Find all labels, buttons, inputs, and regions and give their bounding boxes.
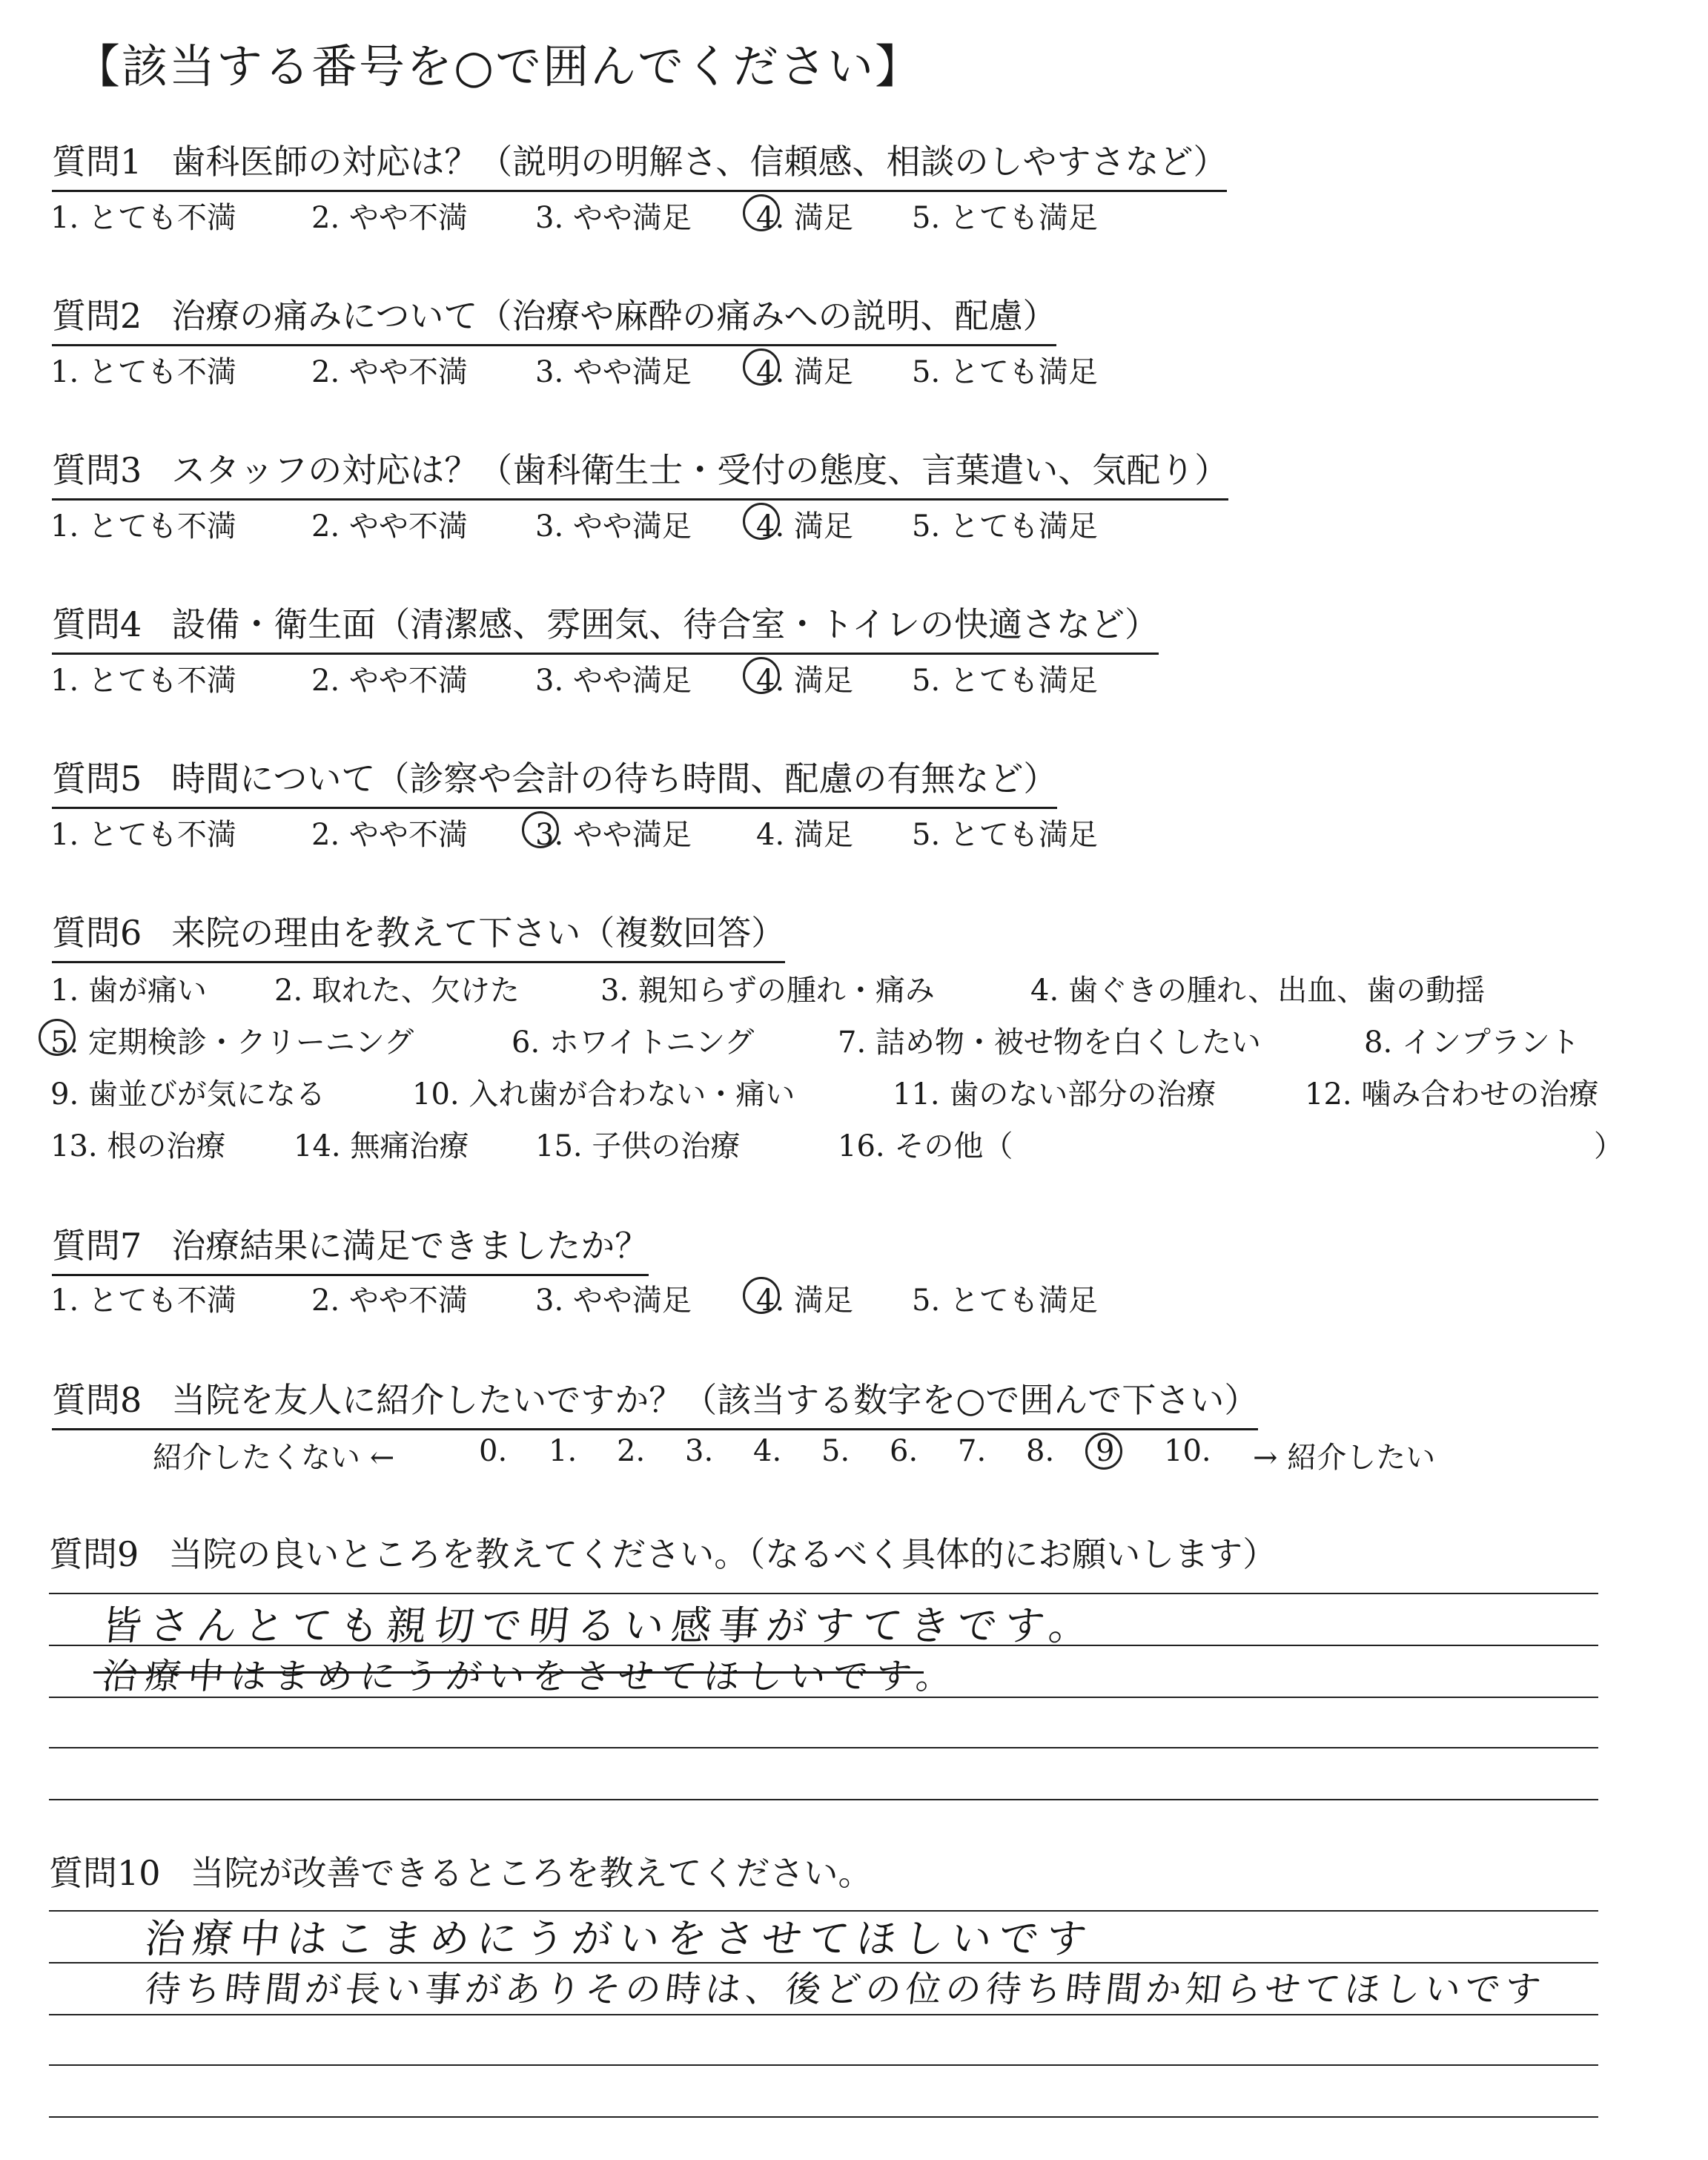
- question-3-heading: 質問3 スタッフの対応は？（歯科衛生士・受付の態度、言葉遣い、気配り）: [52, 443, 1228, 501]
- q8-option-5[interactable]: 5.: [821, 1434, 850, 1468]
- q4-option-2[interactable]: 2. やや不満: [311, 664, 468, 698]
- q1-option-2[interactable]: 2. やや不満: [311, 201, 468, 235]
- q6-option-15[interactable]: 15. 子供の治療: [535, 1129, 741, 1163]
- q6-option-3[interactable]: 3. 親知らずの腫れ・痛み: [600, 974, 935, 1008]
- q8-option-7[interactable]: 7.: [958, 1434, 987, 1468]
- q6-option-14[interactable]: 14. 無痛治療: [294, 1129, 469, 1163]
- selection-circle: [39, 1019, 76, 1056]
- q4-option-1[interactable]: 1. とても不満: [50, 664, 236, 698]
- q6-option-9[interactable]: 9. 歯並びが気になる: [50, 1077, 325, 1112]
- q3-option-5[interactable]: 5. とても満足: [912, 509, 1098, 544]
- q2-option-4[interactable]: 4. 満足: [756, 355, 853, 389]
- answer-line: [49, 2064, 1598, 2066]
- selection-circle: [743, 194, 780, 231]
- answer-line: [49, 2014, 1598, 2015]
- q6-option-16[interactable]: 16. その他（: [838, 1129, 1013, 1163]
- question-1-heading: 質問1 歯科医師の対応は？（説明の明解さ、信頼感、相談のしやすさなど）: [52, 135, 1227, 192]
- q6-option-10[interactable]: 10. 入れ歯が合わない・痛い: [412, 1077, 795, 1112]
- q5-option-5[interactable]: 5. とても満足: [912, 818, 1098, 852]
- q8-option-6[interactable]: 6.: [890, 1434, 918, 1468]
- q8-option-2[interactable]: 2.: [617, 1434, 646, 1468]
- q1-option-1[interactable]: 1. とても不満: [50, 201, 236, 235]
- q10-handwritten-answer-1: 治療中はこまめにうがいをさせてほしいです: [142, 1915, 1096, 1962]
- answer-line: [49, 2116, 1598, 2118]
- q5-option-4[interactable]: 4. 満足: [756, 818, 853, 852]
- q6-option-12[interactable]: 12. 噛み合わせの治療: [1305, 1077, 1599, 1112]
- q6-option-6[interactable]: 6. ホワイトニング: [512, 1025, 755, 1060]
- question-10-heading: 質問10 当院が改善できるところを教えてください。: [49, 1853, 873, 1893]
- question-6-heading: 質問6 来院の理由を教えて下さい（複数回答）: [52, 906, 785, 963]
- q2-option-5[interactable]: 5. とても満足: [912, 355, 1098, 389]
- q4-option-5[interactable]: 5. とても満足: [912, 664, 1098, 698]
- q10-handwritten-answer-2: 待ち時間が長い事がありその時は、後どの位の待ち時間か知らせてほしいです: [142, 1969, 1548, 2010]
- q8-option-0[interactable]: 0.: [479, 1434, 508, 1468]
- page-title: 【該当する番号を○で囲んでください】: [74, 39, 923, 93]
- q6-option-11[interactable]: 11. 歯のない部分の治療: [893, 1077, 1217, 1112]
- q8-option-8[interactable]: 8.: [1026, 1434, 1055, 1468]
- q1-option-5[interactable]: 5. とても満足: [912, 201, 1098, 235]
- question-8-heading: 質問8 当院を友人に紹介したいですか？（該当する数字を○で囲んで下さい）: [52, 1373, 1258, 1430]
- question-7-heading: 質問7 治療結果に満足できましたか？: [52, 1219, 649, 1276]
- q6-other-close-paren: ）: [1594, 1129, 1623, 1163]
- q5-option-3[interactable]: 3. やや満足: [535, 818, 692, 852]
- selection-circle: [743, 1277, 780, 1314]
- selection-circle: [743, 657, 780, 694]
- question-5-heading: 質問5 時間について（診察や会計の待ち時間、配慮の有無など）: [52, 752, 1057, 809]
- q7-option-5[interactable]: 5. とても満足: [912, 1284, 1098, 1318]
- q7-option-2[interactable]: 2. やや不満: [311, 1284, 468, 1318]
- q6-option-1[interactable]: 1. 歯が痛い: [50, 974, 207, 1008]
- q8-right-label: → 紹介したい: [1253, 1441, 1436, 1475]
- strikethrough-line: [93, 1671, 924, 1674]
- q6-option-7[interactable]: 7. 詰め物・被せ物を白くしたい: [838, 1025, 1261, 1060]
- answer-line: [49, 1747, 1598, 1748]
- selection-circle: [1085, 1433, 1122, 1470]
- question-2-heading: 質問2 治療の痛みについて（治療や麻酔の痛みへの説明、配慮）: [52, 289, 1056, 346]
- q2-option-1[interactable]: 1. とても不満: [50, 355, 236, 389]
- q1-option-3[interactable]: 3. やや満足: [535, 201, 692, 235]
- q7-option-1[interactable]: 1. とても不満: [50, 1284, 236, 1318]
- q3-option-3[interactable]: 3. やや満足: [535, 509, 692, 544]
- q8-option-3[interactable]: 3.: [685, 1434, 714, 1468]
- q9-handwritten-answer-2: 治療中はまめにうがいをさせてほしいです。: [99, 1656, 961, 1697]
- q3-option-2[interactable]: 2. やや不満: [311, 509, 468, 544]
- q6-option-8[interactable]: 8. インプラント: [1364, 1025, 1580, 1060]
- q5-option-1[interactable]: 1. とても不満: [50, 818, 236, 852]
- q8-option-9[interactable]: 9: [1096, 1434, 1115, 1468]
- q1-option-4[interactable]: 4. 満足: [756, 201, 853, 235]
- q2-option-2[interactable]: 2. やや不満: [311, 355, 468, 389]
- selection-circle: [743, 503, 780, 540]
- answer-line: [49, 1799, 1598, 1800]
- q6-option-13[interactable]: 13. 根の治療: [50, 1129, 226, 1163]
- q7-option-3[interactable]: 3. やや満足: [535, 1284, 692, 1318]
- question-9-heading: 質問9 当院の良いところを教えてください。（なるべく具体的にお願いします）: [49, 1534, 1277, 1574]
- selection-circle: [743, 349, 780, 386]
- q3-option-4[interactable]: 4. 満足: [756, 509, 853, 544]
- q6-option-2[interactable]: 2. 取れた、欠けた: [274, 974, 520, 1008]
- selection-circle: [522, 811, 559, 848]
- q2-option-3[interactable]: 3. やや満足: [535, 355, 692, 389]
- q4-option-3[interactable]: 3. やや満足: [535, 664, 692, 698]
- q8-option-1[interactable]: 1.: [549, 1434, 577, 1468]
- q8-option-10[interactable]: 10.: [1164, 1434, 1211, 1468]
- q9-handwritten-answer-1: 皆さんとても親切で明るい感事がすてきです。: [99, 1602, 1099, 1649]
- q6-option-4[interactable]: 4. 歯ぐきの腫れ、出血、歯の動揺: [1030, 974, 1486, 1008]
- q3-option-1[interactable]: 1. とても不満: [50, 509, 236, 544]
- q7-option-4[interactable]: 4. 満足: [756, 1284, 853, 1318]
- question-4-heading: 質問4 設備・衛生面（清潔感、雰囲気、待合室・トイレの快適さなど）: [52, 598, 1159, 655]
- q5-option-2[interactable]: 2. やや不満: [311, 818, 468, 852]
- q6-option-5[interactable]: 5. 定期検診・クリーニング: [50, 1025, 414, 1060]
- q4-option-4[interactable]: 4. 満足: [756, 664, 853, 698]
- q8-option-4[interactable]: 4.: [753, 1434, 782, 1468]
- q8-left-label: 紹介したくない ←: [153, 1441, 395, 1475]
